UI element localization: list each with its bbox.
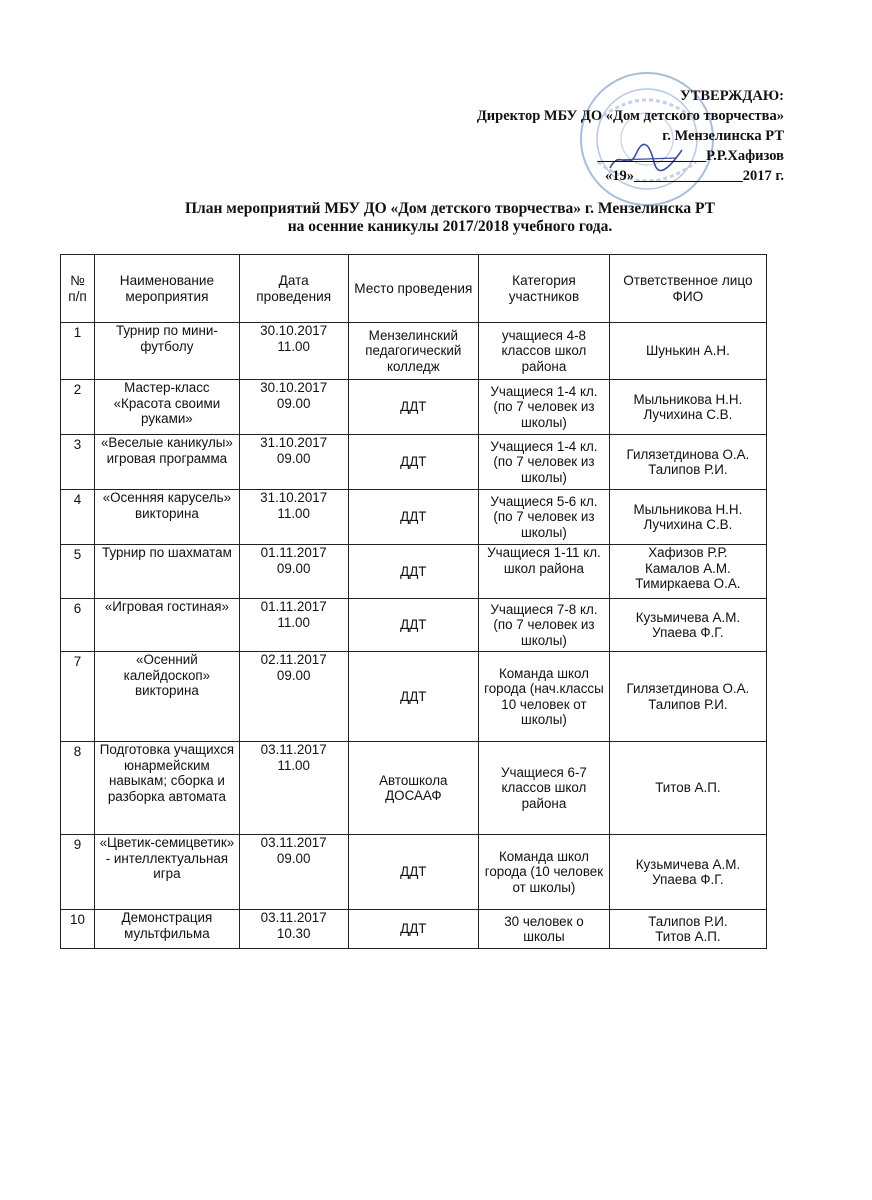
table-row [61,545,767,599]
responsible-1: Мыльникова Н.Н. [633,391,743,407]
row-date-day: 02.11.2017 [260,652,327,667]
responsible-2: Талипов Р.И. [648,462,728,477]
row-name: «Веселые каникулы» игровая программа [94,435,239,490]
row-date-day: 03.11.2017 [260,910,327,925]
responsible-1: Гилязетдинова О.А. [626,446,750,462]
table-row [61,490,767,545]
row-name: «Цветик-семицветик» - интеллектуальная игра [94,835,239,910]
row-category: 30 человек о школы [479,910,610,949]
header-date: Дата проведения [239,255,348,323]
row-date [239,490,348,545]
row-date-day: 01.11.2017 [260,545,327,560]
row-responsible [609,742,766,835]
row-num: 1 [61,323,95,380]
header-category: Категория участников [479,255,610,323]
responsible-1: Хафизов Р.Р. [648,545,728,560]
responsible-2: Лучихина С.В. [643,517,733,532]
row-responsible [609,910,766,949]
row-date-day: 31.10.2017 [260,490,328,505]
row-date-time: 09.00 [276,667,311,683]
row-place: ДДТ [348,599,479,652]
row-category: Учащиеся 5-6 кл. (по 7 человек из школы) [479,490,610,545]
row-name: Турнир по шахматам [94,545,239,599]
row-place: ДДТ [348,490,479,545]
row-date [239,910,348,949]
row-responsible [609,380,766,435]
row-date-time: 11.00 [277,757,310,773]
row-num: 7 [61,652,95,742]
row-place: ДДТ [348,435,479,490]
responsible-1: Талипов Р.И. [648,913,728,929]
responsible-1: Кузьмичева А.М. [635,609,741,625]
row-category: Команда школ города (10 человек от школы) [479,835,610,910]
row-place: Мензелинский педагогический колледж [348,323,479,380]
row-date [239,380,348,435]
row-name: Демонстрация мультфильма [94,910,239,949]
responsible-1: Гилязетдинова О.А. [626,681,750,696]
row-date-day: 01.11.2017 [260,599,327,614]
row-date-time: 10.30 [276,925,311,941]
row-category: Учащиеся 1-11 кл. школ района [479,545,610,599]
row-date [239,435,348,490]
responsible-2: Упаева Ф.Г. [652,625,724,640]
header-place: Место проведения [348,255,479,323]
row-place: Автошкола ДОСААФ [348,742,479,835]
row-category: учащиеся 4-8 классов школ района [479,323,610,380]
approval-city: г. Мензелинска РТ [662,128,784,144]
row-date-time: 09.00 [276,560,311,576]
row-num: 6 [61,599,95,652]
row-num: 4 [61,490,95,545]
approval-signature-line: _______________Р.Р.Хафизов [597,148,784,164]
row-date [239,545,348,599]
row-place: ДДТ [348,910,479,949]
row-name: Турнир по мини-футболу [94,323,239,380]
row-responsible [609,490,766,545]
row-date [239,652,348,742]
row-place: ДДТ [348,545,479,599]
row-place: ДДТ [348,652,479,742]
row-category: Учащиеся 1-4 кл. (по 7 человек из школы) [479,380,610,435]
table-row [61,835,767,910]
table-row [61,599,767,652]
table-row [61,435,767,490]
responsible-2: Талипов Р.И. [648,696,728,712]
row-date-time: 11.00 [277,614,310,630]
table-row [61,380,767,435]
row-responsible [609,435,766,490]
header-responsible [609,255,766,323]
row-category: Учащиеся 6-7 классов школ района [479,742,610,835]
row-date-day: 30.10.2017 [260,380,328,395]
row-responsible [609,652,766,742]
table-row [61,323,767,380]
title-line-1: План мероприятий МБУ ДО «Дом детского творчества» г. Мензелинска РТ [184,200,716,217]
responsible-2: Титов А.П. [655,929,721,944]
events-table [60,254,767,949]
row-date [239,323,348,380]
row-category: Учащиеся 1-4 кл. (по 7 человек из школы) [479,435,610,490]
row-name: Мастер-класс «Красота своими руками» [94,380,239,435]
row-place: ДДТ [348,380,479,435]
table-row [61,652,767,742]
responsible-1: Кузьмичева А.М. [635,856,741,872]
row-date [239,599,348,652]
row-date-day: 03.11.2017 [260,742,327,757]
row-name: «Осенняя карусель» викторина [94,490,239,545]
responsible-1: Титов А.П. [655,780,721,796]
responsible-1: Шунькин А.Н. [645,343,730,359]
table-header-row [61,255,767,323]
row-date-day: 03.11.2017 [260,835,327,850]
row-num: 5 [61,545,95,599]
row-category: Учащиеся 7-8 кл. (по 7 человек из школы) [479,599,610,652]
row-date [239,742,348,835]
header-num: № п/п [61,255,95,323]
row-responsible [609,599,766,652]
approval-heading: УТВЕРЖДАЮ: [680,88,784,104]
row-date [239,835,348,910]
responsible-2: Лучихина С.В. [643,407,733,422]
header-name: Наименование мероприятия [94,255,239,323]
approval-position: Директор МБУ ДО «Дом детского творчества» [476,108,784,124]
row-date-day: 30.10.2017 [260,323,328,338]
row-responsible [609,835,766,910]
table-row [61,742,767,835]
row-category: Команда школ города (нач.классы 10 человек от школы) [479,652,610,742]
row-num: 8 [61,742,95,835]
header-responsible-line2: ФИО [672,288,704,304]
row-name: «Осенний калейдоскоп» викторина [94,652,239,742]
table-row [61,910,767,949]
row-name: Подготовка учащихся юнармейским навыкам; сборка и разборка автомата [94,742,239,835]
responsible-2: Камалов А.М. [645,560,731,576]
title-line-2: на осенние каникулы 2017/2018 учебного года. [287,218,613,235]
document-title [70,200,830,236]
row-num: 3 [61,435,95,490]
row-num: 2 [61,380,95,435]
row-num: 10 [61,910,95,949]
row-date-time: 11.00 [277,505,310,521]
responsible-2: Упаева Ф.Г. [652,872,724,887]
row-responsible [609,323,766,380]
row-name: «Игровая гостиная» [94,599,239,652]
row-date-time: 09.00 [276,395,311,411]
row-date-time: 11.00 [277,338,310,354]
row-date-day: 31.10.2017 [260,435,328,450]
approval-block [364,86,784,186]
row-place: ДДТ [348,835,479,910]
responsible-3: Тимиркаева О.А. [635,576,741,591]
row-responsible [609,545,766,599]
approval-date: «19»_______________2017 г. [605,168,784,184]
row-date-time: 09.00 [276,850,311,866]
row-date-time: 09.00 [276,450,311,466]
responsible-1: Мыльникова Н.Н. [633,501,743,517]
header-responsible-line1: Ответственное лицо [623,273,753,288]
row-num: 9 [61,835,95,910]
